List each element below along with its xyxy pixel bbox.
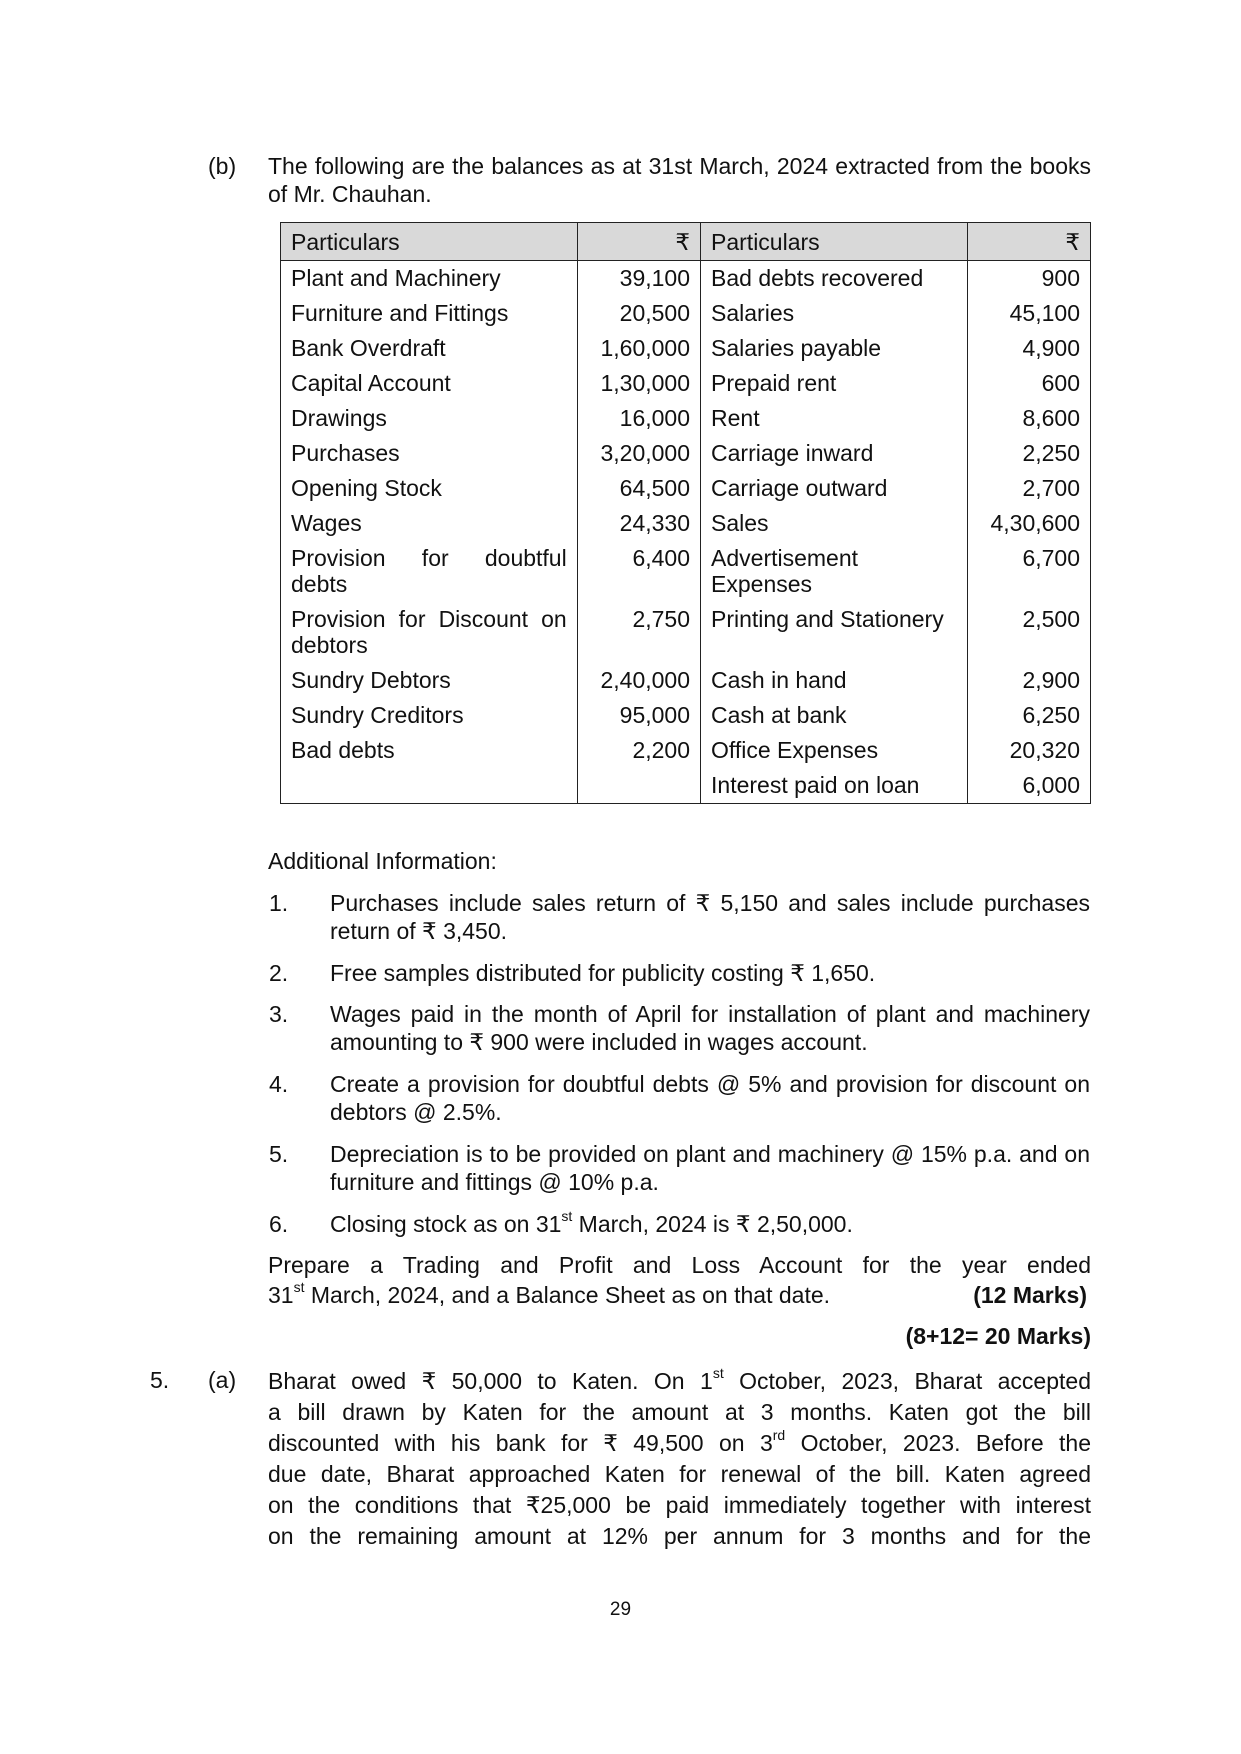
row-right-particular: Interest paid on loan [701, 768, 968, 804]
row-right-particular: Office Expenses [701, 733, 968, 768]
row-left-amount: 20,500 [577, 296, 700, 331]
row-left-particular: Opening Stock [281, 471, 578, 506]
row-left-particular: Capital Account [281, 366, 578, 401]
q5-line: due date, Bharat approached Katen for renewal of the bill. Katen agreed [268, 1461, 1091, 1487]
part-b-marks: (12 Marks) [973, 1282, 1087, 1308]
table-row [281, 331, 1091, 366]
row-right-amount: 2,900 [967, 663, 1090, 698]
item-number: 3. [269, 1001, 289, 1027]
item-text: Purchases include sales return of ₹ 5,150 and sales include purchases return of ₹ 3,450. [330, 890, 1090, 944]
q5-line: on the conditions that ₹25,000 be paid immediately together with interest [268, 1492, 1091, 1518]
row-left-amount: 24,330 [577, 506, 700, 541]
row-right-amount: 2,700 [967, 471, 1090, 506]
item-number: 5. [269, 1141, 289, 1167]
row-right-particular: Rent [701, 401, 968, 436]
row-right-particular: Salaries payable [701, 331, 968, 366]
row-right-amount: 45,100 [967, 296, 1090, 331]
row-right-amount: 900 [967, 261, 1090, 297]
row-left-particular: Drawings [281, 401, 578, 436]
row-right-particular: Carriage outward [701, 471, 968, 506]
row-right-particular: Prepaid rent [701, 366, 968, 401]
table-row [281, 261, 1091, 297]
row-left-amount: 2,200 [577, 733, 700, 768]
q5-line: on the remaining amount at 12% per annum for 3 months and for the [268, 1523, 1091, 1549]
row-left-particular: Sundry Creditors [281, 698, 578, 733]
row-right-particular: Sales [701, 506, 968, 541]
item-text: Free samples distributed for publicity costing ₹ 1,650. [330, 960, 876, 986]
item-text: Create a provision for doubtful debts @ 5% and provision for discount on debtors @ 2.5%. [330, 1071, 1090, 1125]
row-right-amount: 4,900 [967, 331, 1090, 366]
row-left-amount: 95,000 [577, 698, 700, 733]
row-left-amount: 1,30,000 [577, 366, 700, 401]
row-right-amount: 6,700 [967, 541, 1090, 602]
row-right-particular: Advertisement Expenses [701, 541, 968, 602]
prepare-instruction-line2: 31st March, 2024, and a Balance Sheet as on that date. [268, 1279, 831, 1308]
row-left-amount: 64,500 [577, 471, 700, 506]
table-row [281, 506, 1091, 541]
row-right-amount: 8,600 [967, 401, 1090, 436]
row-left-amount: 2,40,000 [577, 663, 700, 698]
table-row [281, 541, 1091, 602]
row-left-amount: 39,100 [577, 261, 700, 297]
row-left-particular: Purchases [281, 436, 578, 471]
row-right-amount: 4,30,600 [967, 506, 1090, 541]
item-number: 4. [269, 1071, 289, 1097]
row-right-particular: Salaries [701, 296, 968, 331]
total-marks: (8+12= 20 Marks) [905, 1323, 1091, 1349]
row-left-particular: Wages [281, 506, 578, 541]
part-b-label: (b) [208, 153, 237, 179]
row-left-particular: Bad debts [281, 733, 578, 768]
row-left-particular: Sundry Debtors [281, 663, 578, 698]
row-right-particular: Cash in hand [701, 663, 968, 698]
row-left-particular: Provision for doubtful debts [281, 541, 578, 602]
row-right-particular: Bad debts recovered [701, 261, 968, 297]
row-right-particular: Printing and Stationery [701, 602, 968, 663]
row-right-amount: 6,250 [967, 698, 1090, 733]
item-number: 2. [269, 960, 289, 986]
row-right-particular: Carriage inward [701, 436, 968, 471]
q5-line: Bharat owed ₹ 50,000 to Katen. On 1st October, 2023, Bharat accepted [268, 1365, 1091, 1394]
item-text: Wages paid in the month of April for installation of plant and machinery amounting to ₹ 900 were included in wages account. [330, 1001, 1090, 1055]
row-left-particular: Plant and Machinery [281, 261, 578, 297]
row-left-amount: 2,750 [577, 602, 700, 663]
row-left-amount: 1,60,000 [577, 331, 700, 366]
table-row [281, 366, 1091, 401]
table-header-row [281, 223, 1091, 261]
row-left-amount: 3,20,000 [577, 436, 700, 471]
row-right-amount: 2,500 [967, 602, 1090, 663]
row-right-amount: 20,320 [967, 733, 1090, 768]
table-row [281, 296, 1091, 331]
row-left-particular [281, 768, 578, 804]
question-number: 5. [150, 1367, 170, 1393]
header-particulars-right: Particulars [701, 223, 968, 261]
row-left-particular: Furniture and Fittings [281, 296, 578, 331]
table-row [281, 436, 1091, 471]
row-left-amount: 6,400 [577, 541, 700, 602]
prepare-instruction-line1: Prepare a Trading and Profit and Loss Account for the year ended [268, 1252, 1091, 1278]
table-row [281, 602, 1091, 663]
table-row [281, 663, 1091, 698]
table-row [281, 733, 1091, 768]
row-left-amount [577, 768, 700, 804]
balances-table [280, 222, 1091, 804]
row-left-particular: Provision for Discount on debtors [281, 602, 578, 663]
header-amount-right: ₹ [967, 223, 1090, 261]
item-text: Depreciation is to be provided on plant and machinery @ 15% p.a. and on furniture and fittings @ 10% p.a. [330, 1141, 1090, 1195]
part-b-intro: The following are the balances as at 31st March, 2024 extracted from the books of Mr. Chauhan. [268, 153, 1091, 207]
row-left-amount: 16,000 [577, 401, 700, 436]
row-right-amount: 600 [967, 366, 1090, 401]
table-row [281, 698, 1091, 733]
row-right-amount: 6,000 [967, 768, 1090, 804]
question-5a-text [268, 1366, 1091, 1552]
q5-line: a bill drawn by Katen for the amount at 3 months. Katen got the bill [268, 1399, 1091, 1425]
item-number: 1. [269, 890, 289, 916]
question-5a-label: (a) [208, 1367, 237, 1393]
additional-info-heading: Additional Information: [268, 848, 497, 874]
table-row [281, 471, 1091, 506]
row-left-particular: Bank Overdraft [281, 331, 578, 366]
row-right-particular: Cash at bank [701, 698, 968, 733]
header-particulars-left: Particulars [281, 223, 578, 261]
page-number: 29 [609, 1599, 632, 1620]
q5-line: discounted with his bank for ₹ 49,500 on 3rd October, 2023. Before the [268, 1427, 1091, 1456]
row-right-amount: 2,250 [967, 436, 1090, 471]
item-number: 6. [269, 1211, 289, 1237]
table-row [281, 768, 1091, 804]
table-row [281, 401, 1091, 436]
item-text: Closing stock as on 31st March, 2024 is ₹ 2,50,000. [330, 1208, 853, 1237]
header-amount-left: ₹ [577, 223, 700, 261]
